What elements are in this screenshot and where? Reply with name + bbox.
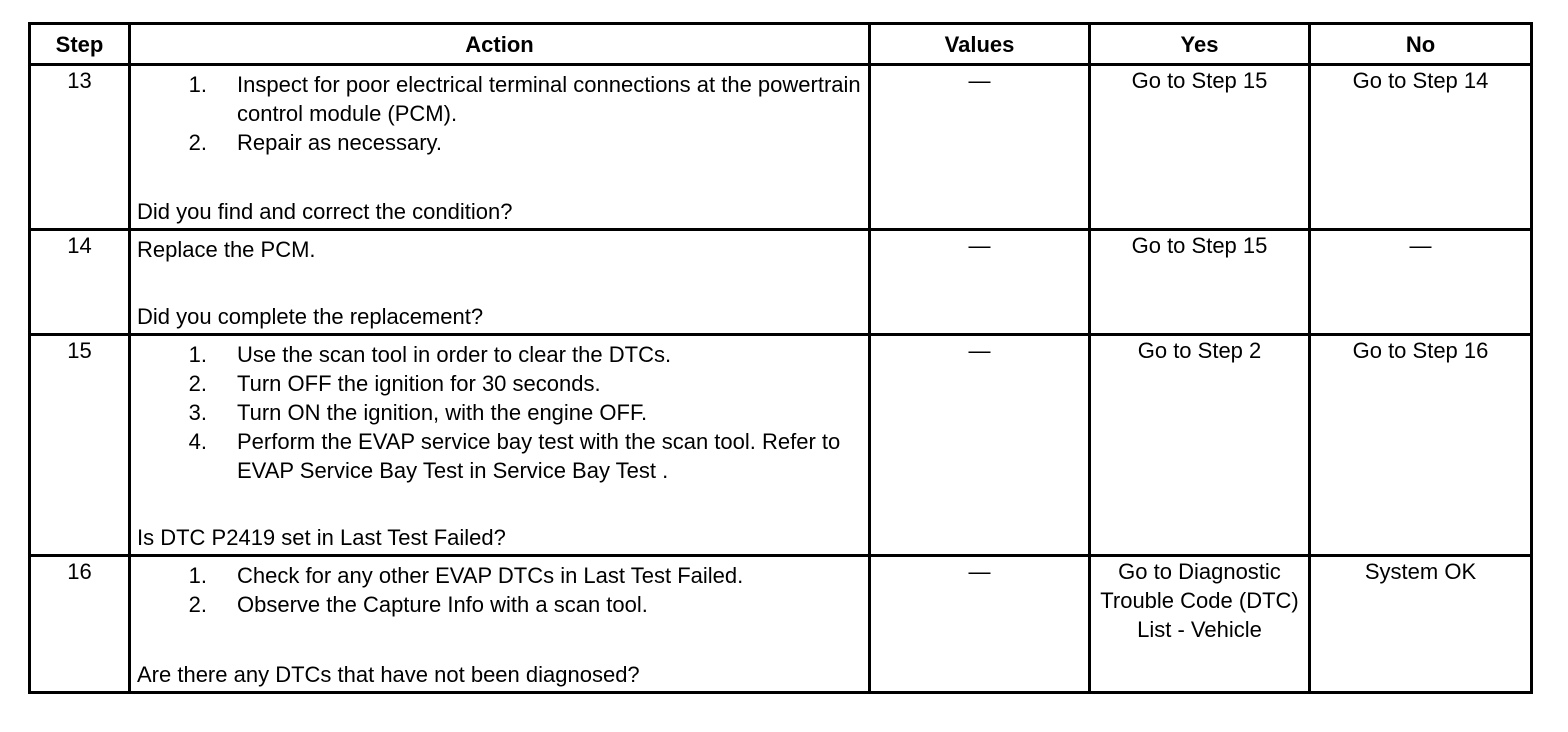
header-yes: Yes xyxy=(1090,24,1310,65)
action-step-item xyxy=(137,590,862,619)
action-question: Did you complete the replacement? xyxy=(137,304,484,329)
action-step-number: 1. xyxy=(188,563,207,588)
table-row-step-16 xyxy=(30,556,1532,693)
action-step-text: Use the scan tool in order to clear the DTCs. xyxy=(237,342,672,367)
action-cell xyxy=(130,230,870,335)
values-cell: — xyxy=(870,230,1090,335)
action-step-item xyxy=(137,561,862,590)
action-cell xyxy=(130,556,870,693)
action-step-item xyxy=(137,427,862,485)
action-step-item xyxy=(137,70,862,128)
action-step-text: Observe the Capture Info with a scan tool. xyxy=(237,592,648,617)
header-no: No xyxy=(1310,24,1532,65)
yes-result-text: Go to Diagnostic Trouble Code (DTC) List - Vehicle xyxy=(1100,559,1299,642)
table-row-step-15 xyxy=(30,335,1532,556)
action-cell xyxy=(130,335,870,556)
action-steps-list xyxy=(137,70,862,157)
action-cell xyxy=(130,65,870,230)
action-step-text: Turn OFF the ignition for 30 seconds. xyxy=(237,371,601,396)
diagnostic-table xyxy=(28,22,1533,694)
values-cell: — xyxy=(870,556,1090,693)
action-question: Did you find and correct the condition? xyxy=(137,199,513,224)
header-action: Action xyxy=(130,24,870,65)
action-step-item xyxy=(137,340,862,369)
values-cell: — xyxy=(870,335,1090,556)
header-row xyxy=(30,24,1532,65)
no-cell xyxy=(1310,230,1532,335)
action-step-number: 2. xyxy=(188,130,207,155)
yes-result-text: Go to Step 15 xyxy=(1131,68,1268,93)
action-question: Is DTC P2419 set in Last Test Failed? xyxy=(137,525,506,550)
yes-cell xyxy=(1090,335,1310,556)
action-step-item xyxy=(137,398,862,427)
no-cell xyxy=(1310,335,1532,556)
action-step-text: Perform the EVAP service bay test with the scan tool. Refer to EVAP Service Bay Test in Service Bay Test . xyxy=(237,429,841,483)
action-step-item xyxy=(137,128,862,157)
no-result-text: System OK xyxy=(1364,559,1477,584)
header-values: Values xyxy=(870,24,1090,65)
values-cell: — xyxy=(870,65,1090,230)
diagnostic-table-frame xyxy=(28,22,1533,694)
action-step-text: Check for any other EVAP DTCs in Last Test Failed. xyxy=(237,563,744,588)
yes-result-text: Go to Step 2 xyxy=(1137,338,1262,363)
no-result-text: Go to Step 14 xyxy=(1352,68,1489,93)
action-step-text: Inspect for poor electrical terminal connections at the powertrain control module (PCM). xyxy=(237,72,861,126)
action-step-number: 1. xyxy=(188,342,207,367)
action-step-number: 4. xyxy=(188,429,207,454)
action-step-text: Repair as necessary. xyxy=(237,130,443,155)
action-step-number: 2. xyxy=(188,592,207,617)
no-result-text: Go to Step 16 xyxy=(1352,338,1489,363)
yes-cell xyxy=(1090,65,1310,230)
step-number: 15 xyxy=(30,335,130,556)
step-number: 13 xyxy=(30,65,130,230)
step-number: 14 xyxy=(30,230,130,335)
yes-cell xyxy=(1090,230,1310,335)
no-cell xyxy=(1310,65,1532,230)
action-question: Are there any DTCs that have not been diagnosed? xyxy=(137,662,640,687)
table-row-step-14 xyxy=(30,230,1532,335)
yes-cell xyxy=(1090,556,1310,693)
action-steps-list xyxy=(137,340,862,485)
action-step-number: 2. xyxy=(188,371,207,396)
action-step-item xyxy=(137,369,862,398)
action-step-number: 3. xyxy=(188,400,207,425)
action-steps-list xyxy=(137,561,862,619)
action-step-text: Turn ON the ignition, with the engine OFF. xyxy=(237,400,648,425)
step-number: 16 xyxy=(30,556,130,693)
header-step: Step xyxy=(30,24,130,65)
yes-result-text: Go to Step 15 xyxy=(1131,233,1268,258)
table-row-step-13 xyxy=(30,65,1532,230)
no-result-text: — xyxy=(1409,233,1432,258)
no-cell xyxy=(1310,556,1532,693)
action-step-number: 1. xyxy=(188,72,207,97)
action-intro: Replace the PCM. xyxy=(137,237,316,262)
